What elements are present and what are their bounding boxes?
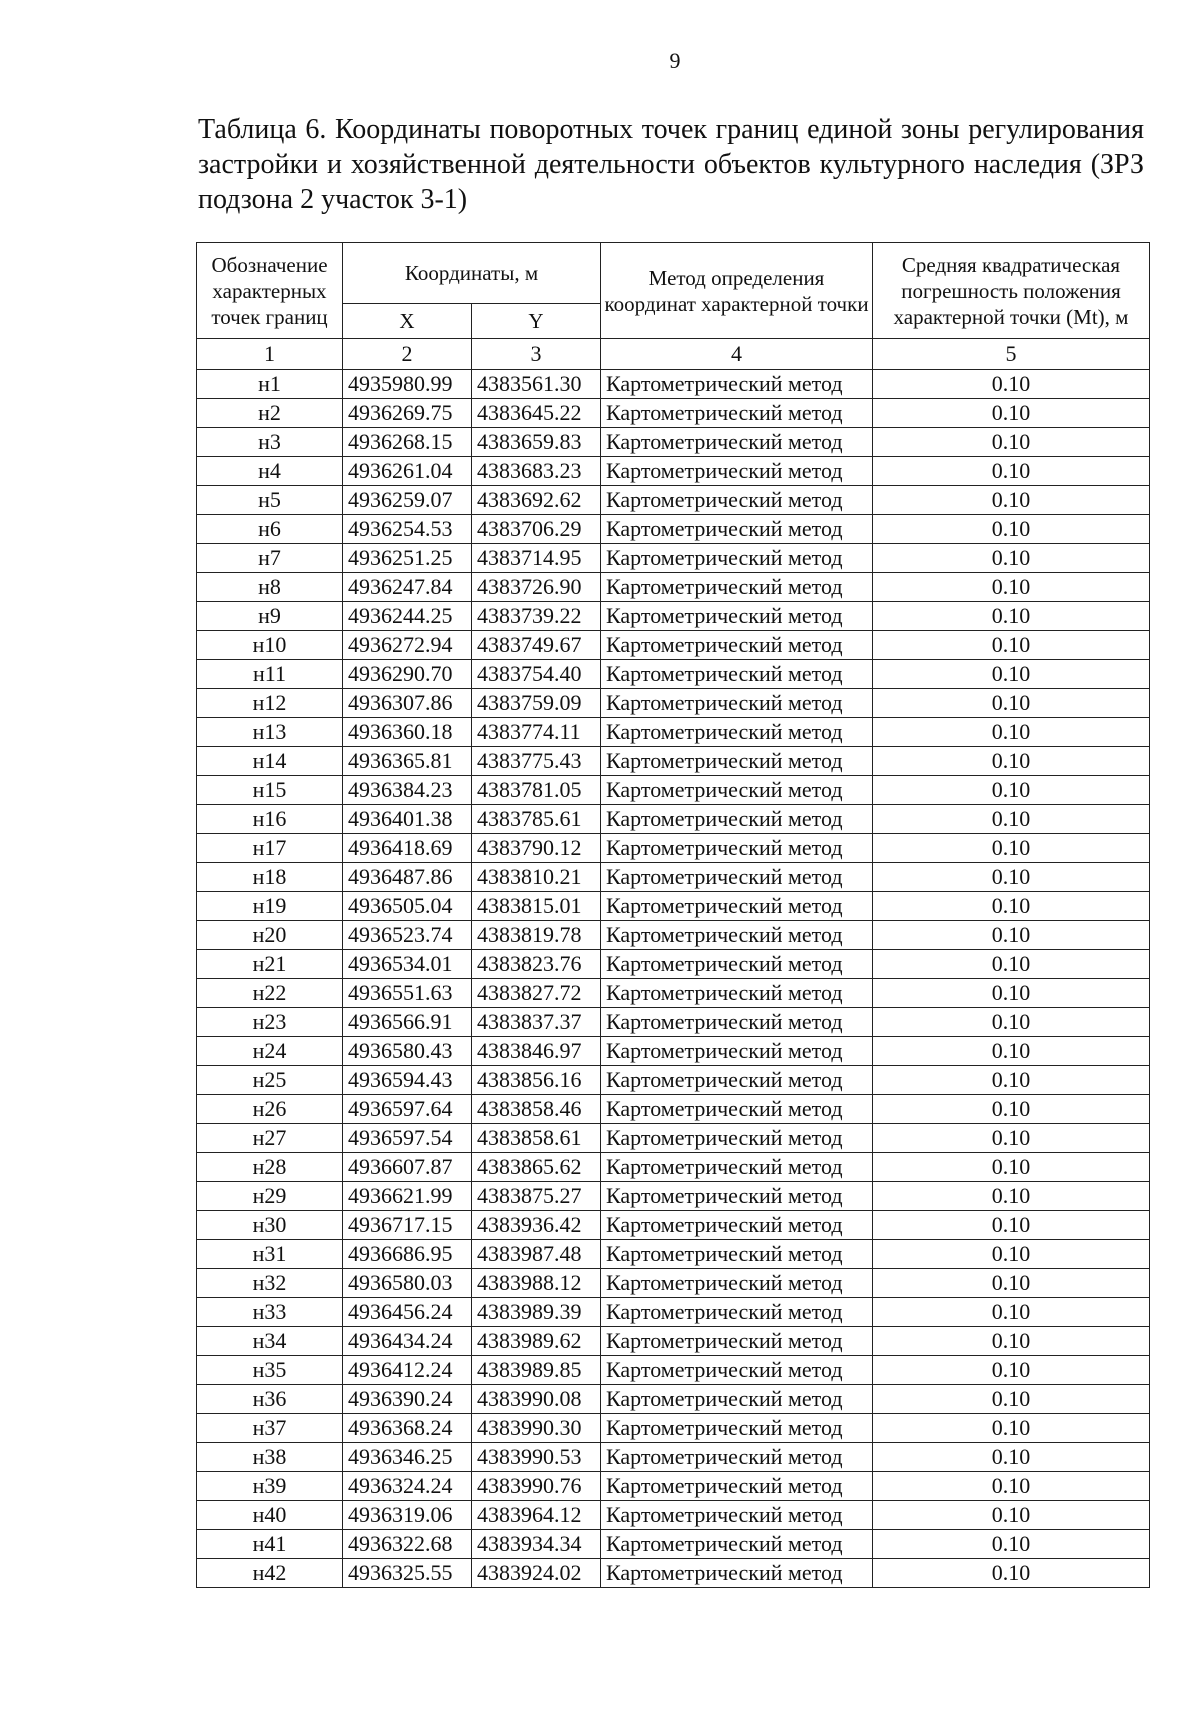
error-cell: 0.10: [873, 1298, 1150, 1327]
point-cell: н11: [197, 660, 343, 689]
method-cell: Картометрический метод: [601, 1095, 873, 1124]
x-coordinate-cell: 4936401.38: [343, 805, 472, 834]
column-number: 5: [873, 339, 1150, 370]
table-row: [197, 1356, 1150, 1385]
table-row: [197, 1269, 1150, 1298]
x-coordinate-cell: 4936251.25: [343, 544, 472, 573]
x-coordinate-cell: 4936247.84: [343, 573, 472, 602]
method-cell: Картометрический метод: [601, 370, 873, 399]
method-cell: Картометрический метод: [601, 979, 873, 1008]
error-cell: 0.10: [873, 921, 1150, 950]
point-cell: н12: [197, 689, 343, 718]
method-cell: Картометрический метод: [601, 892, 873, 921]
table-row: [197, 1240, 1150, 1269]
point-cell: н32: [197, 1269, 343, 1298]
table-row: [197, 1008, 1150, 1037]
method-cell: Картометрический метод: [601, 689, 873, 718]
error-cell: 0.10: [873, 1530, 1150, 1559]
table-row: [197, 1153, 1150, 1182]
method-cell: Картометрический метод: [601, 515, 873, 544]
table-body: [197, 370, 1150, 1588]
x-coordinate-cell: 4936319.06: [343, 1501, 472, 1530]
x-coordinate-cell: 4936566.91: [343, 1008, 472, 1037]
table-row: [197, 1066, 1150, 1095]
error-cell: 0.10: [873, 399, 1150, 428]
method-cell: Картометрический метод: [601, 1385, 873, 1414]
method-cell: Картометрический метод: [601, 399, 873, 428]
y-coordinate-cell: 4383858.61: [472, 1124, 601, 1153]
x-coordinate-cell: 4936597.64: [343, 1095, 472, 1124]
x-coordinate-cell: 4936551.63: [343, 979, 472, 1008]
y-coordinate-cell: 4383810.21: [472, 863, 601, 892]
point-cell: н16: [197, 805, 343, 834]
table-row: [197, 1124, 1150, 1153]
error-cell: 0.10: [873, 631, 1150, 660]
y-coordinate-cell: 4383754.40: [472, 660, 601, 689]
x-coordinate-cell: 4935980.99: [343, 370, 472, 399]
method-cell: Картометрический метод: [601, 1298, 873, 1327]
x-coordinate-cell: 4936534.01: [343, 950, 472, 979]
y-coordinate-cell: 4383819.78: [472, 921, 601, 950]
table-row: [197, 1327, 1150, 1356]
point-cell: н34: [197, 1327, 343, 1356]
method-cell: Картометрический метод: [601, 1240, 873, 1269]
method-cell: Картометрический метод: [601, 1008, 873, 1037]
table-row: [197, 805, 1150, 834]
error-cell: 0.10: [873, 1414, 1150, 1443]
error-cell: 0.10: [873, 602, 1150, 631]
table-row: [197, 457, 1150, 486]
method-cell: Картометрический метод: [601, 1327, 873, 1356]
error-cell: 0.10: [873, 892, 1150, 921]
method-cell: Картометрический метод: [601, 573, 873, 602]
point-cell: н37: [197, 1414, 343, 1443]
table-row: [197, 602, 1150, 631]
error-cell: 0.10: [873, 950, 1150, 979]
y-coordinate-cell: 4383990.76: [472, 1472, 601, 1501]
y-coordinate-cell: 4383875.27: [472, 1182, 601, 1211]
y-coordinate-cell: 4383827.72: [472, 979, 601, 1008]
point-cell: н29: [197, 1182, 343, 1211]
point-cell: н38: [197, 1443, 343, 1472]
x-coordinate-cell: 4936360.18: [343, 718, 472, 747]
header-method: Метод определения координат характерной точки: [601, 243, 873, 339]
point-cell: н18: [197, 863, 343, 892]
point-cell: н17: [197, 834, 343, 863]
table-row: [197, 834, 1150, 863]
x-coordinate-cell: 4936686.95: [343, 1240, 472, 1269]
error-cell: 0.10: [873, 1269, 1150, 1298]
method-cell: Картометрический метод: [601, 1124, 873, 1153]
method-cell: Картометрический метод: [601, 1211, 873, 1240]
table-row: [197, 1385, 1150, 1414]
y-coordinate-cell: 4383726.90: [472, 573, 601, 602]
method-cell: Картометрический метод: [601, 1559, 873, 1588]
error-cell: 0.10: [873, 1124, 1150, 1153]
table-row: [197, 515, 1150, 544]
y-coordinate-cell: 4383645.22: [472, 399, 601, 428]
x-coordinate-cell: 4936597.54: [343, 1124, 472, 1153]
point-cell: н20: [197, 921, 343, 950]
table-row: [197, 1414, 1150, 1443]
table-row: [197, 892, 1150, 921]
point-cell: н31: [197, 1240, 343, 1269]
table-row: [197, 544, 1150, 573]
coordinates-table: [196, 242, 1150, 1588]
method-cell: Картометрический метод: [601, 805, 873, 834]
method-cell: Картометрический метод: [601, 776, 873, 805]
point-cell: н19: [197, 892, 343, 921]
point-cell: н39: [197, 1472, 343, 1501]
method-cell: Картометрический метод: [601, 1153, 873, 1182]
y-coordinate-cell: 4383739.22: [472, 602, 601, 631]
table-row: [197, 1182, 1150, 1211]
point-cell: н41: [197, 1530, 343, 1559]
table-row: [197, 1501, 1150, 1530]
y-coordinate-cell: 4383837.37: [472, 1008, 601, 1037]
point-cell: н25: [197, 1066, 343, 1095]
point-cell: н5: [197, 486, 343, 515]
method-cell: Картометрический метод: [601, 1066, 873, 1095]
y-coordinate-cell: 4383823.76: [472, 950, 601, 979]
x-coordinate-cell: 4936412.24: [343, 1356, 472, 1385]
table-row: [197, 1298, 1150, 1327]
y-coordinate-cell: 4383990.53: [472, 1443, 601, 1472]
error-cell: 0.10: [873, 805, 1150, 834]
table-row: [197, 979, 1150, 1008]
error-cell: 0.10: [873, 718, 1150, 747]
y-coordinate-cell: 4383759.09: [472, 689, 601, 718]
page-number: 9: [669, 48, 681, 73]
x-coordinate-cell: 4936390.24: [343, 1385, 472, 1414]
column-number: 1: [197, 339, 343, 370]
point-cell: н1: [197, 370, 343, 399]
error-cell: 0.10: [873, 515, 1150, 544]
table-row: [197, 689, 1150, 718]
error-cell: 0.10: [873, 776, 1150, 805]
method-cell: Картометрический метод: [601, 428, 873, 457]
point-cell: н36: [197, 1385, 343, 1414]
method-cell: Картометрический метод: [601, 1414, 873, 1443]
error-cell: 0.10: [873, 1211, 1150, 1240]
error-cell: 0.10: [873, 1443, 1150, 1472]
x-coordinate-cell: 4936594.43: [343, 1066, 472, 1095]
table-row: [197, 1037, 1150, 1066]
table-row: [197, 486, 1150, 515]
table-row: [197, 921, 1150, 950]
point-cell: н9: [197, 602, 343, 631]
table-row: [197, 1443, 1150, 1472]
y-coordinate-cell: 4383815.01: [472, 892, 601, 921]
x-coordinate-cell: 4936717.15: [343, 1211, 472, 1240]
error-cell: 0.10: [873, 544, 1150, 573]
method-cell: Картометрический метод: [601, 660, 873, 689]
x-coordinate-cell: 4936346.25: [343, 1443, 472, 1472]
method-cell: Картометрический метод: [601, 1443, 873, 1472]
y-coordinate-cell: 4383936.42: [472, 1211, 601, 1240]
x-coordinate-cell: 4936434.24: [343, 1327, 472, 1356]
table-row: [197, 1211, 1150, 1240]
x-coordinate-cell: 4936365.81: [343, 747, 472, 776]
point-cell: н21: [197, 950, 343, 979]
method-cell: Картометрический метод: [601, 1356, 873, 1385]
x-coordinate-cell: 4936268.15: [343, 428, 472, 457]
header-error: Средняя квадратическая погрешность положения характерной точки (Mt), м: [873, 243, 1150, 339]
table-row: [197, 631, 1150, 660]
x-coordinate-cell: 4936456.24: [343, 1298, 472, 1327]
method-cell: Картометрический метод: [601, 544, 873, 573]
y-coordinate-cell: 4383749.67: [472, 631, 601, 660]
error-cell: 0.10: [873, 689, 1150, 718]
x-coordinate-cell: 4936607.87: [343, 1153, 472, 1182]
table-row: [197, 950, 1150, 979]
point-cell: н24: [197, 1037, 343, 1066]
point-cell: н6: [197, 515, 343, 544]
table-row: [197, 660, 1150, 689]
x-coordinate-cell: 4936505.04: [343, 892, 472, 921]
point-cell: н3: [197, 428, 343, 457]
table-row: [197, 1095, 1150, 1124]
header-y: Y: [472, 304, 601, 339]
y-coordinate-cell: 4383989.62: [472, 1327, 601, 1356]
y-coordinate-cell: 4383990.30: [472, 1414, 601, 1443]
error-cell: 0.10: [873, 660, 1150, 689]
method-cell: Картометрический метод: [601, 921, 873, 950]
header-designation: Обозначение характерных точек границ: [197, 243, 343, 339]
table-row: [197, 1472, 1150, 1501]
table-row: [197, 573, 1150, 602]
x-coordinate-cell: 4936325.55: [343, 1559, 472, 1588]
y-coordinate-cell: 4383924.02: [472, 1559, 601, 1588]
x-coordinate-cell: 4936580.43: [343, 1037, 472, 1066]
header-x: X: [343, 304, 472, 339]
y-coordinate-cell: 4383781.05: [472, 776, 601, 805]
point-cell: н23: [197, 1008, 343, 1037]
method-cell: Картометрический метод: [601, 1501, 873, 1530]
point-cell: н42: [197, 1559, 343, 1588]
table-caption: Таблица 6. Координаты поворотных точек границ единой зоны регулирования застройки и хозяйственной деятельности объектов культурного наследия (ЗРЗ подзона 2 участок 3-1): [198, 114, 1144, 215]
error-cell: 0.10: [873, 1472, 1150, 1501]
error-cell: 0.10: [873, 863, 1150, 892]
y-coordinate-cell: 4383987.48: [472, 1240, 601, 1269]
method-cell: Картометрический метод: [601, 834, 873, 863]
column-number: 3: [472, 339, 601, 370]
x-coordinate-cell: 4936322.68: [343, 1530, 472, 1559]
y-coordinate-cell: 4383790.12: [472, 834, 601, 863]
y-coordinate-cell: 4383785.61: [472, 805, 601, 834]
table-row: [197, 747, 1150, 776]
method-cell: Картометрический метод: [601, 1182, 873, 1211]
x-coordinate-cell: 4936368.24: [343, 1414, 472, 1443]
error-cell: 0.10: [873, 1037, 1150, 1066]
point-cell: н35: [197, 1356, 343, 1385]
point-cell: н15: [197, 776, 343, 805]
x-coordinate-cell: 4936523.74: [343, 921, 472, 950]
y-coordinate-cell: 4383989.39: [472, 1298, 601, 1327]
error-cell: 0.10: [873, 486, 1150, 515]
y-coordinate-cell: 4383683.23: [472, 457, 601, 486]
table-row: [197, 370, 1150, 399]
error-cell: 0.10: [873, 1356, 1150, 1385]
error-cell: 0.10: [873, 428, 1150, 457]
x-coordinate-cell: 4936269.75: [343, 399, 472, 428]
y-coordinate-cell: 4383865.62: [472, 1153, 601, 1182]
method-cell: Картометрический метод: [601, 631, 873, 660]
point-cell: н26: [197, 1095, 343, 1124]
error-cell: 0.10: [873, 834, 1150, 863]
point-cell: н10: [197, 631, 343, 660]
y-coordinate-cell: 4383856.16: [472, 1066, 601, 1095]
error-cell: 0.10: [873, 1008, 1150, 1037]
point-cell: н40: [197, 1501, 343, 1530]
x-coordinate-cell: 4936384.23: [343, 776, 472, 805]
column-number: 2: [343, 339, 472, 370]
point-cell: н8: [197, 573, 343, 602]
method-cell: Картометрический метод: [601, 1472, 873, 1501]
x-coordinate-cell: 4936324.24: [343, 1472, 472, 1501]
column-number: 4: [601, 339, 873, 370]
point-cell: н7: [197, 544, 343, 573]
error-cell: 0.10: [873, 1182, 1150, 1211]
point-cell: н13: [197, 718, 343, 747]
y-coordinate-cell: 4383561.30: [472, 370, 601, 399]
y-coordinate-cell: 4383934.34: [472, 1530, 601, 1559]
table-row: [197, 718, 1150, 747]
error-cell: 0.10: [873, 573, 1150, 602]
y-coordinate-cell: 4383858.46: [472, 1095, 601, 1124]
method-cell: Картометрический метод: [601, 1530, 873, 1559]
error-cell: 0.10: [873, 1095, 1150, 1124]
table-row: [197, 863, 1150, 892]
y-coordinate-cell: 4383988.12: [472, 1269, 601, 1298]
y-coordinate-cell: 4383774.11: [472, 718, 601, 747]
y-coordinate-cell: 4383846.97: [472, 1037, 601, 1066]
method-cell: Картометрический метод: [601, 863, 873, 892]
method-cell: Картометрический метод: [601, 1269, 873, 1298]
y-coordinate-cell: 4383990.08: [472, 1385, 601, 1414]
point-cell: н30: [197, 1211, 343, 1240]
x-coordinate-cell: 4936261.04: [343, 457, 472, 486]
point-cell: н33: [197, 1298, 343, 1327]
point-cell: н22: [197, 979, 343, 1008]
error-cell: 0.10: [873, 979, 1150, 1008]
y-coordinate-cell: 4383964.12: [472, 1501, 601, 1530]
error-cell: 0.10: [873, 747, 1150, 776]
x-coordinate-cell: 4936259.07: [343, 486, 472, 515]
table-row: [197, 776, 1150, 805]
x-coordinate-cell: 4936418.69: [343, 834, 472, 863]
table-row: [197, 1530, 1150, 1559]
error-cell: 0.10: [873, 370, 1150, 399]
table-row: [197, 399, 1150, 428]
x-coordinate-cell: 4936621.99: [343, 1182, 472, 1211]
x-coordinate-cell: 4936290.70: [343, 660, 472, 689]
method-cell: Картометрический метод: [601, 747, 873, 776]
error-cell: 0.10: [873, 1066, 1150, 1095]
error-cell: 0.10: [873, 1385, 1150, 1414]
y-coordinate-cell: 4383989.85: [472, 1356, 601, 1385]
method-cell: Картометрический метод: [601, 950, 873, 979]
x-coordinate-cell: 4936254.53: [343, 515, 472, 544]
point-cell: н4: [197, 457, 343, 486]
y-coordinate-cell: 4383706.29: [472, 515, 601, 544]
method-cell: Картометрический метод: [601, 486, 873, 515]
error-cell: 0.10: [873, 1327, 1150, 1356]
x-coordinate-cell: 4936487.86: [343, 863, 472, 892]
point-cell: н14: [197, 747, 343, 776]
x-coordinate-cell: 4936580.03: [343, 1269, 472, 1298]
error-cell: 0.10: [873, 1240, 1150, 1269]
method-cell: Картометрический метод: [601, 718, 873, 747]
y-coordinate-cell: 4383775.43: [472, 747, 601, 776]
x-coordinate-cell: 4936244.25: [343, 602, 472, 631]
point-cell: н27: [197, 1124, 343, 1153]
y-coordinate-cell: 4383659.83: [472, 428, 601, 457]
x-coordinate-cell: 4936272.94: [343, 631, 472, 660]
table-row: [197, 428, 1150, 457]
point-cell: н28: [197, 1153, 343, 1182]
error-cell: 0.10: [873, 1153, 1150, 1182]
error-cell: 0.10: [873, 1559, 1150, 1588]
method-cell: Картометрический метод: [601, 602, 873, 631]
error-cell: 0.10: [873, 1501, 1150, 1530]
table-row: [197, 1559, 1150, 1588]
method-cell: Картометрический метод: [601, 457, 873, 486]
y-coordinate-cell: 4383692.62: [472, 486, 601, 515]
y-coordinate-cell: 4383714.95: [472, 544, 601, 573]
method-cell: Картометрический метод: [601, 1037, 873, 1066]
error-cell: 0.10: [873, 457, 1150, 486]
point-cell: н2: [197, 399, 343, 428]
header-coordinates: Координаты, м: [343, 243, 601, 304]
x-coordinate-cell: 4936307.86: [343, 689, 472, 718]
